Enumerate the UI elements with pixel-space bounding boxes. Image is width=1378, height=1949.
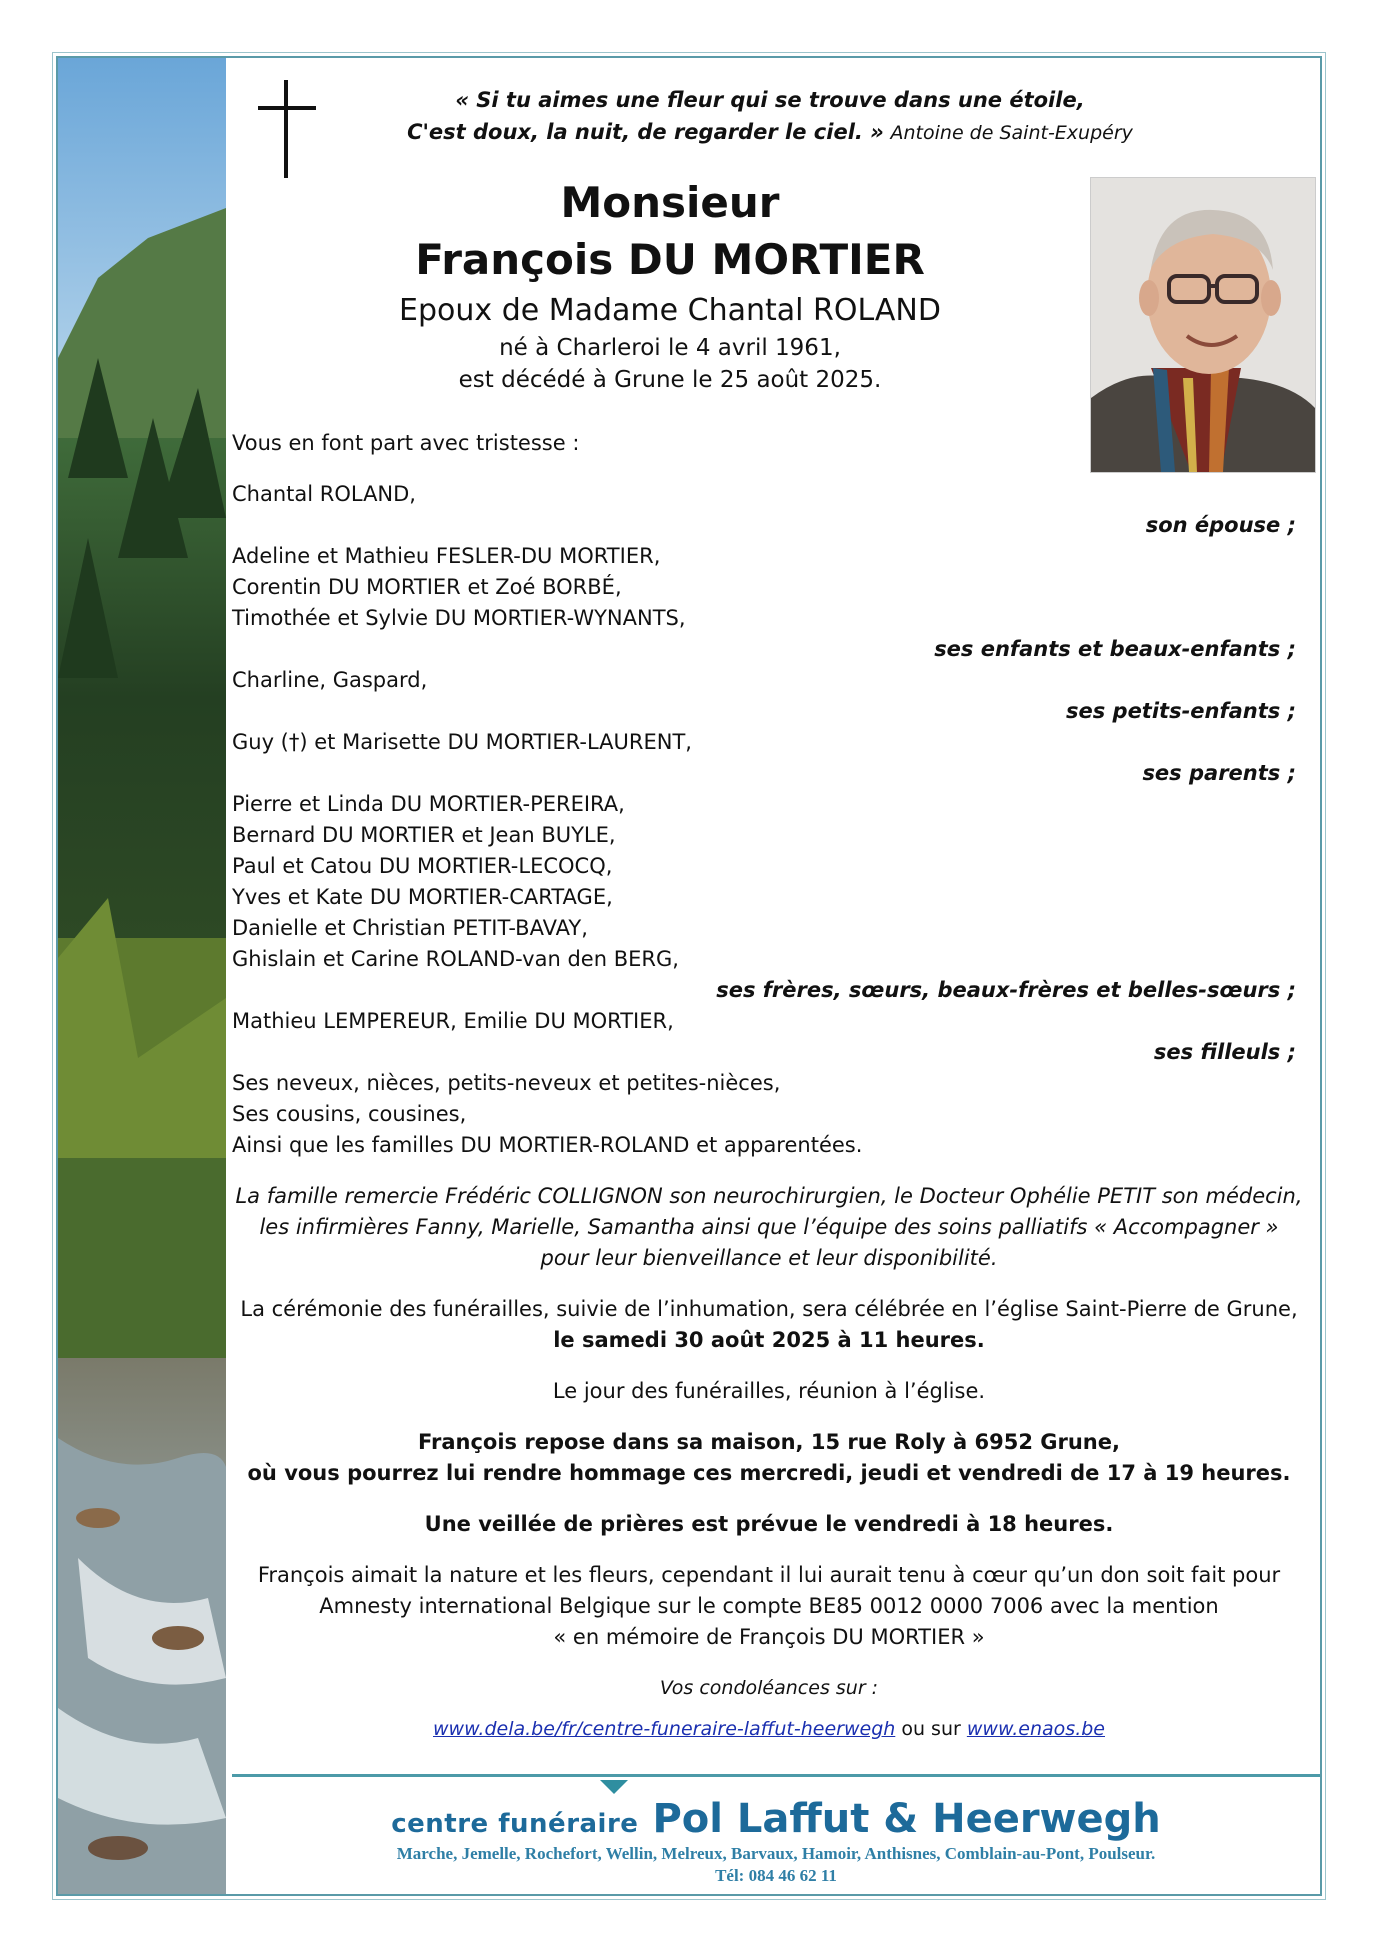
family-name: Mathieu LEMPEREUR, Emilie DU MORTIER, [232, 1009, 674, 1033]
quote-line-2: C'est doux, la nuit, de regarder le ciel. » [407, 120, 884, 144]
footer-triangle-icon [600, 1780, 628, 1794]
thanks-line: les infirmières Fanny, Marielle, Samantha ainsi que l’équipe des soins palliatifs « Accompagner » [259, 1215, 1279, 1239]
ceremony-paragraph [232, 1294, 1306, 1356]
extended-family-line: Ses neveux, nièces, petits-neveux et petites-nièces, [232, 1071, 781, 1095]
family-relation: ses petits-enfants ; [1065, 699, 1296, 723]
footer-towns: Marche, Jemelle, Rochefort, Wellin, Melreux, Barvaux, Hamoir, Anthisnes, Comblain-au-Pont, Poulseur. [396, 1844, 1156, 1863]
thanks-line: La famille remercie Frédéric COLLIGNON son neurochirurgien, le Docteur Ophélie PETIT son médecin, [235, 1184, 1303, 1208]
enaos-link[interactable]: www.enaos.be [966, 1718, 1105, 1740]
family-name: Charline, Gaspard, [232, 668, 428, 692]
birth-line: né à Charleroi le 4 avril 1961, [499, 335, 841, 361]
family-group-children [232, 541, 1306, 665]
quote-line-1: « Si tu aimes une fleur qui se trouve dans une étoile, [455, 88, 1085, 112]
condolences-label: Vos condoléances sur : [659, 1677, 879, 1699]
meeting-line: Le jour des funérailles, réunion à l’église. [552, 1379, 986, 1403]
epigraph-quote [320, 84, 1220, 149]
donation-paragraph [232, 1560, 1306, 1653]
footer-brand: Pol Laffut & Heerwegh [652, 1796, 1161, 1842]
family-group-siblings [232, 789, 1306, 1006]
family-relation: ses parents ; [1142, 761, 1296, 785]
donation-line: « en mémoire de François DU MORTIER » [553, 1625, 985, 1649]
quote-author: Antoine de Saint-Exupéry [890, 122, 1133, 144]
donation-line: Amnesty international Belgique sur le compte BE85 0012 0000 7006 avec la mention [319, 1594, 1219, 1618]
family-relation: ses enfants et beaux-enfants ; [934, 637, 1296, 661]
salutation: Monsieur [560, 178, 780, 227]
family-name: Corentin DU MORTIER et Zoé BORBÉ, [232, 575, 622, 599]
visitation-line: où vous pourrez lui rendre hommage ces mercredi, jeudi et vendredi de 17 à 19 heures. [247, 1461, 1291, 1485]
footer-phone: Tél: 084 46 62 11 [715, 1866, 837, 1885]
family-name: Bernard DU MORTIER et Jean BUYLE, [232, 823, 616, 847]
nature-photo [58, 58, 226, 1894]
family-name: Ghislain et Carine ROLAND-van den BERG, [232, 947, 679, 971]
funeral-home-footer [232, 1796, 1320, 1886]
extended-family-line: Ses cousins, cousines, [232, 1102, 467, 1126]
visitation-line: François repose dans sa maison, 15 rue Roly à 6952 Grune, [418, 1430, 1120, 1454]
announcement-body [232, 428, 1306, 1745]
family-name: Chantal ROLAND, [232, 482, 416, 506]
family-group-godchildren [232, 1006, 1306, 1068]
ceremony-line: La cérémonie des funérailles, suivie de l’inhumation, sera célébrée en l’église Saint-Pierre de Grune, [240, 1297, 1298, 1321]
family-group-parents [232, 727, 1306, 789]
spouse-line: Epoux de Madame Chantal ROLAND [399, 293, 941, 328]
family-name: Adeline et Mathieu FESLER-DU MORTIER, [232, 544, 661, 568]
thanks-paragraph [232, 1181, 1306, 1274]
vigil-line: Une veillée de prières est prévue le vendredi à 18 heures. [424, 1512, 1114, 1536]
deceased-name: François DU MORTIER [415, 235, 925, 284]
family-relation: son épouse ; [1145, 513, 1296, 537]
ceremony-date: le samedi 30 août 2025 à 11 heures. [553, 1328, 985, 1352]
extended-family-line: Ainsi que les familles DU MORTIER-ROLAND et apparentées. [232, 1133, 863, 1157]
dela-link[interactable]: www.dela.be/fr/centre-funeraire-laffut-heerwegh [433, 1718, 896, 1740]
thanks-line: pour leur bienveillance et leur disponibilité. [540, 1246, 998, 1270]
footer-divider [232, 1774, 1320, 1777]
visitation-paragraph [232, 1427, 1306, 1489]
family-name: Paul et Catou DU MORTIER-LECOCQ, [232, 854, 613, 878]
death-line: est décédé à Grune le 25 août 2025. [458, 367, 882, 393]
donation-line: François aimait la nature et les fleurs, cependant il lui aurait tenu à cœur qu’un don soit fait pour [257, 1563, 1281, 1587]
family-name: Guy (†) et Marisette DU MORTIER-LAURENT, [232, 730, 692, 754]
cross-icon [258, 80, 316, 178]
family-group-grandchildren [232, 665, 1306, 727]
family-name: Pierre et Linda DU MORTIER-PEREIRA, [232, 792, 625, 816]
family-name: Yves et Kate DU MORTIER-CARTAGE, [232, 885, 613, 909]
family-group-spouse [232, 479, 1306, 541]
deceased-header [300, 176, 1040, 396]
family-relation: ses frères, sœurs, beaux-frères et belles-sœurs ; [716, 978, 1296, 1002]
family-name: Danielle et Christian PETIT-BAVAY, [232, 916, 588, 940]
family-relation: ses filleuls ; [1153, 1040, 1296, 1064]
intro-line: Vous en font part avec tristesse : [232, 431, 580, 455]
family-name: Timothée et Sylvie DU MORTIER-WYNANTS, [232, 606, 686, 630]
condolences-links [232, 1714, 1306, 1745]
or-text: ou sur [901, 1718, 961, 1740]
footer-prefix: centre funéraire [391, 1809, 639, 1839]
